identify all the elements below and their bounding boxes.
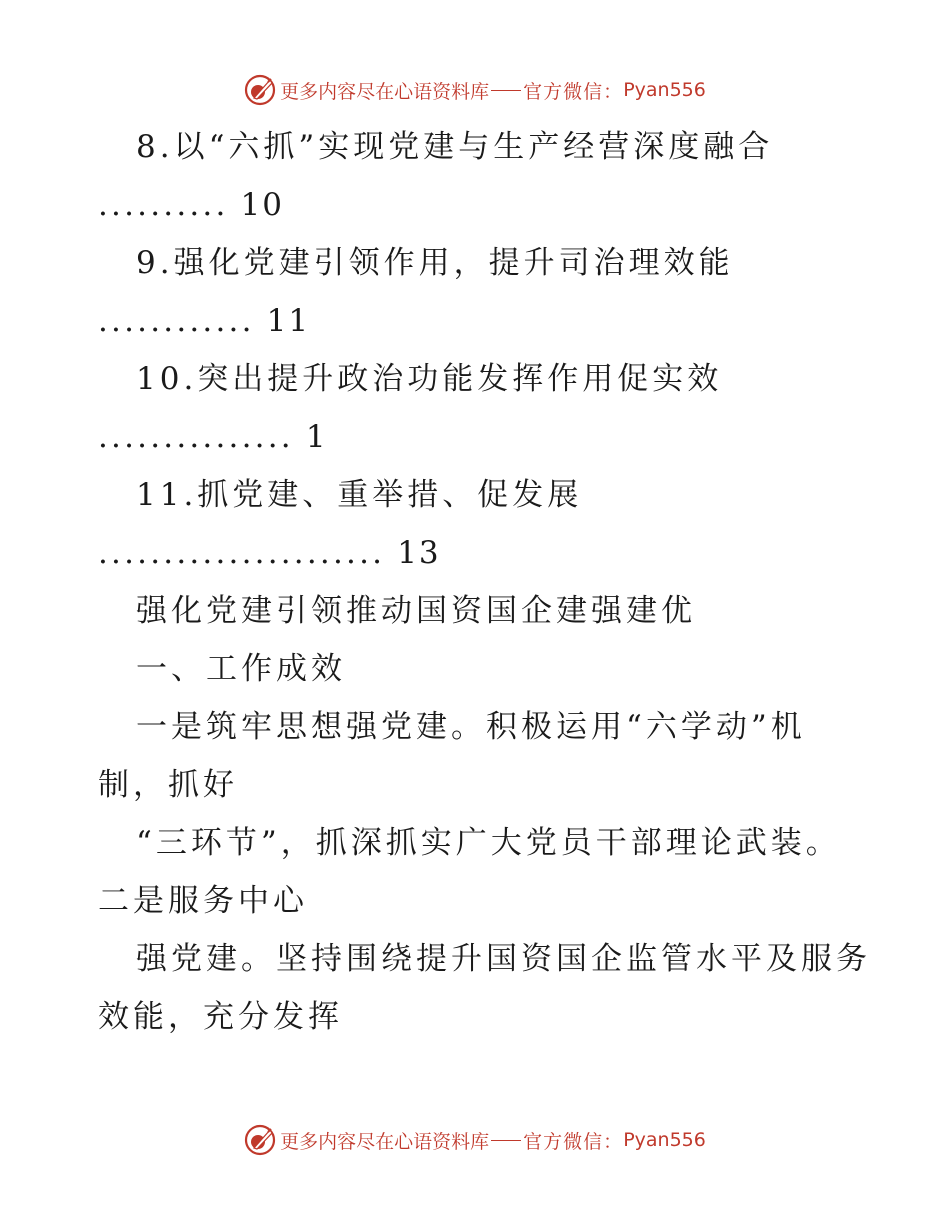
- toc-entry-title: 9.强化党建引领作用，提升司治理效能: [136, 245, 734, 281]
- footer-watermark: [0, 1120, 950, 1160]
- toc-entry-leader: [98, 176, 888, 234]
- toc-entry-leader: [98, 524, 888, 582]
- paragraph-line: 效能，充分发挥: [98, 999, 343, 1035]
- toc-entry-title: 8.以“六抓”实现党建与生产经营深度融合: [136, 129, 774, 165]
- banner-divider: [491, 1140, 521, 1141]
- paragraph-line: 一是筑牢思想强党建。积极运用“六学动”机: [136, 709, 806, 745]
- toc-page-number: 13: [397, 535, 441, 571]
- banner-wechat-id: Pyan556: [623, 1129, 706, 1151]
- quill-logo-icon: [244, 74, 276, 106]
- toc-entry-leader: [98, 408, 888, 466]
- section-title: 一、工作成效: [136, 651, 346, 687]
- toc-page-number: 10: [240, 187, 284, 223]
- toc-entry-leader: [98, 292, 888, 350]
- paragraph-line: 二是服务中心: [98, 883, 308, 919]
- banner-official-label: 官方微信：: [523, 1130, 624, 1153]
- banner-divider: [491, 90, 521, 91]
- header-watermark: [0, 70, 950, 110]
- paragraph-line: 强党建。坚持围绕提升国资国企监管水平及服务: [136, 941, 871, 977]
- paragraph-line: “三环节”，抓深抓实广大党员干部理论武装。: [136, 825, 841, 861]
- banner-site-text: 更多内容尽在心语资料库: [280, 1130, 490, 1153]
- toc-page-number: 1: [305, 419, 328, 455]
- toc-dot-leader: ............: [98, 303, 255, 339]
- toc-dot-leader: ......................: [98, 535, 386, 571]
- toc-dot-leader: ..........: [98, 187, 229, 223]
- toc-page-number: 11: [266, 303, 311, 339]
- paragraph-line: 制，抓好: [98, 767, 238, 803]
- banner-official-label: 官方微信：: [523, 80, 624, 103]
- toc-entry-title: 11.抓党建、重举措、促发展: [136, 477, 583, 513]
- banner-site-text: 更多内容尽在心语资料库: [280, 80, 490, 103]
- banner-wechat-id: Pyan556: [623, 79, 706, 101]
- document-body: [98, 118, 888, 1046]
- document-heading: 强化党建引领推动国资国企建强建优: [136, 593, 696, 629]
- toc-entry-title: 10.突出提升政治功能发挥作用促实效: [136, 361, 723, 397]
- quill-logo-icon: [244, 1124, 276, 1156]
- toc-dot-leader: ...............: [98, 419, 294, 455]
